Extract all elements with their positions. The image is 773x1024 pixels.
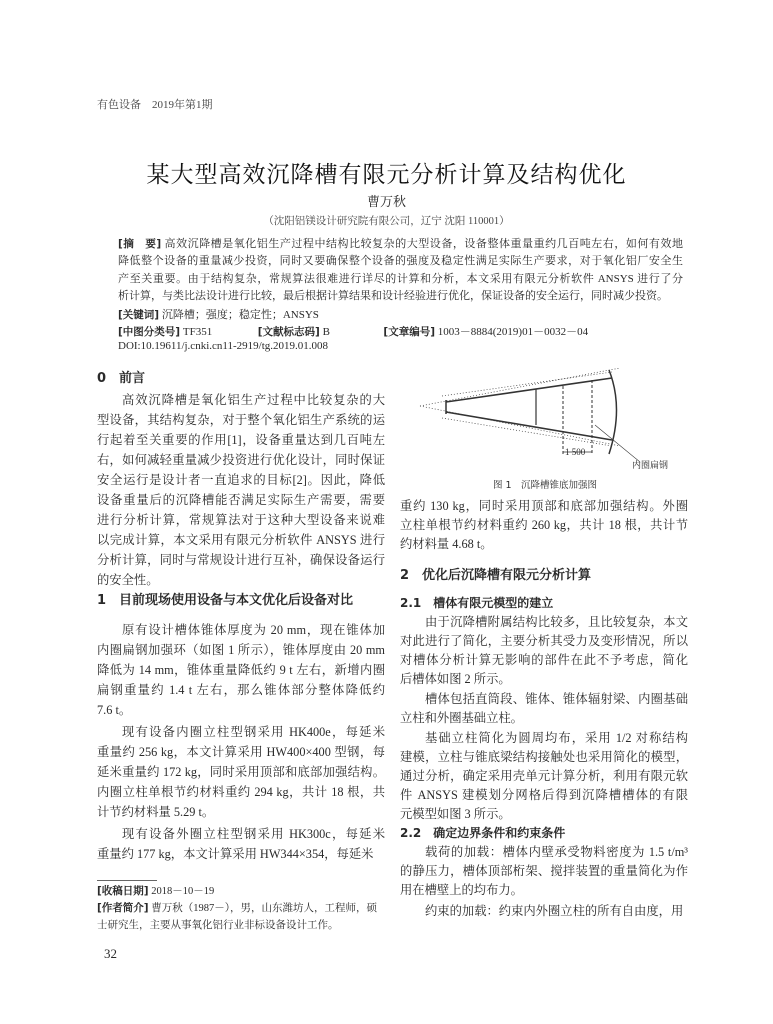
abstract-label: [摘 要] [118, 238, 162, 250]
text-line: 对槽体分析计算无影响的部件在此不予考虑，简化 [400, 653, 688, 667]
text-line: 重量约 256 kg，本文计算采用 HW400×400 型钢，每 [97, 745, 385, 759]
figure-1-caption: 图 1 沉降槽锥底加强图 [492, 480, 598, 491]
text-line: 的安全性。 [97, 573, 159, 587]
doi: DOI:10.19611/j.cnki.cn11-2919/tg.2019.01.008 [118, 340, 328, 352]
callout-leader [595, 425, 640, 462]
abstract-line: 降低整个设备的重量减少投资，同时又要确保整个设备的强度及稳定性满足实际生产要求，对于氧化铝厂安全生 [118, 255, 683, 268]
text-line: 载荷的加载：槽体内壁承受物料密度为 1.5 t/m³ [425, 845, 688, 859]
author: 曹万秋 [366, 194, 406, 209]
outer-dotted-line [442, 372, 612, 396]
figure-callout-label: 内圈扁钢 [632, 460, 669, 470]
text-line: 计节约材料量 5.29 t。 [97, 805, 215, 819]
text-line: 立柱和外圈基础立柱。 [400, 711, 523, 725]
cone-top-edge [446, 378, 612, 402]
paragraph [400, 729, 688, 824]
outer-dotted-line [420, 406, 620, 446]
text-line: 现有设备内圈立柱型钢采用 HK400e，每延米 [122, 725, 385, 739]
text-line: 右，如何减轻重量减少投资进行优化设计，同时保证 [97, 453, 385, 467]
text-line: 元模型如图 3 所示。 [400, 807, 511, 821]
paragraph [400, 690, 688, 728]
text-line: 后槽体如图 2 所示。 [400, 672, 511, 686]
text-line: 以完成计算，本文采用有限元分析软件 ANSYS 进行 [97, 533, 385, 547]
text-line: 对此进行了简化，主要分析其受力及变形情况，所以 [400, 634, 688, 648]
text-line: 分析计算，同时与常规设计进行互补，确保设备运行 [97, 553, 385, 567]
page-number: 32 [104, 946, 117, 961]
paragraph [400, 613, 688, 689]
text-line: 原有设计槽体锥体厚度为 20 mm，现在锥体加 [122, 623, 385, 637]
text-line: 降低为 14 mm，锥体重量降低约 9 t 左右，新增内圈 [97, 663, 385, 677]
section-1-heading: 1 目前现场使用设备与本文优化后设备对比 [97, 593, 354, 608]
affiliation: （沈阳铝镁设计研究院有限公司，辽宁 沈阳 110001） [263, 216, 510, 227]
running-header: 有色设备 2019年第1期 [97, 99, 213, 111]
text-line: 由于沉降槽附属结构比较多，且比较复杂，本文 [425, 615, 688, 629]
abstract-line: 析计算，与类比法设计进行比较，最后根据计算结果和设计经验进行优化，保证设备的安全运行，同时减少投资。 [118, 290, 668, 303]
footnotes: [收稿日期] 2018－10－19 [作者简介] 曹万秋（1987－），男，山东潍坊人，工程师，硕 士研究生，主要从事氧化铝行业非标设备设计工作。 [97, 885, 377, 931]
text-line: 重约 130 kg，同时采用顶部和底部加强结构。外圈 [400, 499, 688, 513]
text-line: 进行分析计算，常规算法对于这种大型设备来说难 [97, 513, 385, 527]
outer-dotted-line [442, 418, 612, 446]
text-line: 重量约 177 kg，本文计算采用 HW344×354，每延米 [97, 847, 374, 861]
text-line: 建模，立柱与锥底梁结构接触处也采用简化的模型， [400, 750, 688, 764]
subsection-2-1-heading: 2.1 槽体有限元模型的建立 [400, 596, 554, 610]
paragraph [400, 497, 688, 554]
text-line: 行起着至关重要的作用[1]，设备重量达到几百吨左 [97, 433, 385, 447]
text-line: 内圈立柱单根节约材料重约 294 kg，共计 18 根，共 [97, 785, 385, 799]
text-line: 现有设备外圈立柱型钢采用 HK300c，每延米 [122, 827, 385, 841]
text-line: 7.6 t。 [97, 703, 132, 717]
text-line: 件 ANSYS 建模划分网格后得到沉降槽槽体的有限 [400, 788, 688, 802]
paper-title: 某大型高效沉降槽有限元分析计算及结构优化 [146, 162, 627, 188]
text-line: 基础立柱简化为圆周均布，采用 1/2 对称结构 [425, 731, 688, 745]
text-line: 内圈扁钢加强环（如图 1 所示），锥体厚度由 20 mm [97, 643, 385, 657]
text-line: 型设备，其结构复杂，对于整个氧化铝生产系统的运 [97, 413, 385, 427]
section-2-heading: 2 优化后沉降槽有限元分析计算 [400, 568, 592, 583]
text-line: 延米重量约 172 kg，同时采用顶部和底部加强结构。 [97, 765, 385, 779]
text-line: 立柱单根节约材料重约 260 kg，共计 18 根，共计节 [400, 518, 688, 532]
text-line: 槽体包括直筒段、锥体、锥体辐射梁、内圈基础 [425, 692, 688, 706]
text-line: 设备重量后的沉降槽能否满足实际生产需要，需要 [97, 493, 385, 507]
text-line: 约束的加载：约束内外圈立柱的所有自由度，用 [425, 904, 684, 918]
text-line: 约材料量 4.68 t。 [400, 537, 493, 551]
text-line: 安全运行是设计者一直追求的目标[2]。因此，降低 [97, 473, 385, 487]
text-line: 的静压力，槽体顶部桁架、搅拌装置的重量简化为作 [400, 864, 688, 878]
text-line: 通过分析，确定采用壳单元计算分析，利用有限元软 [400, 769, 688, 783]
abstract-line: 产至关重要。由于结构复杂，常规算法很难进行详尽的计算和分析，本文采用有限元分析软件 ANSYS 进行了分 [118, 272, 683, 285]
text-line: 扁钢重量约 1.4 t 左右，那么锥体部分整体降低约 [97, 683, 385, 697]
section-0-heading: 0 前言 [97, 371, 146, 386]
keywords: [关键词] 沉降槽；强度；稳定性；ANSYS [118, 309, 319, 321]
outer-dotted-line [420, 368, 620, 406]
text-line: 高效沉降槽是氧化铝生产过程中比较复杂的大 [122, 393, 385, 407]
text-line: 用在槽壁上的均布力。 [400, 883, 523, 897]
classification: [中图分类号] TF351 [文献标志码] B [文章编号] 1003－8884(2019)01－0032－04 [118, 326, 589, 338]
abstract-line: [摘 要] 高效沉降槽是氧化铝生产过程中结构比较复杂的大型设备，设备整体重量重约几百吨左右，如何有效地 [118, 238, 684, 250]
paragraph [400, 843, 688, 900]
paragraph [400, 902, 688, 921]
figure-dimension-label: 1 500 [565, 447, 586, 457]
subsection-2-2-heading: 2.2 确定边界条件和约束条件 [400, 826, 566, 840]
